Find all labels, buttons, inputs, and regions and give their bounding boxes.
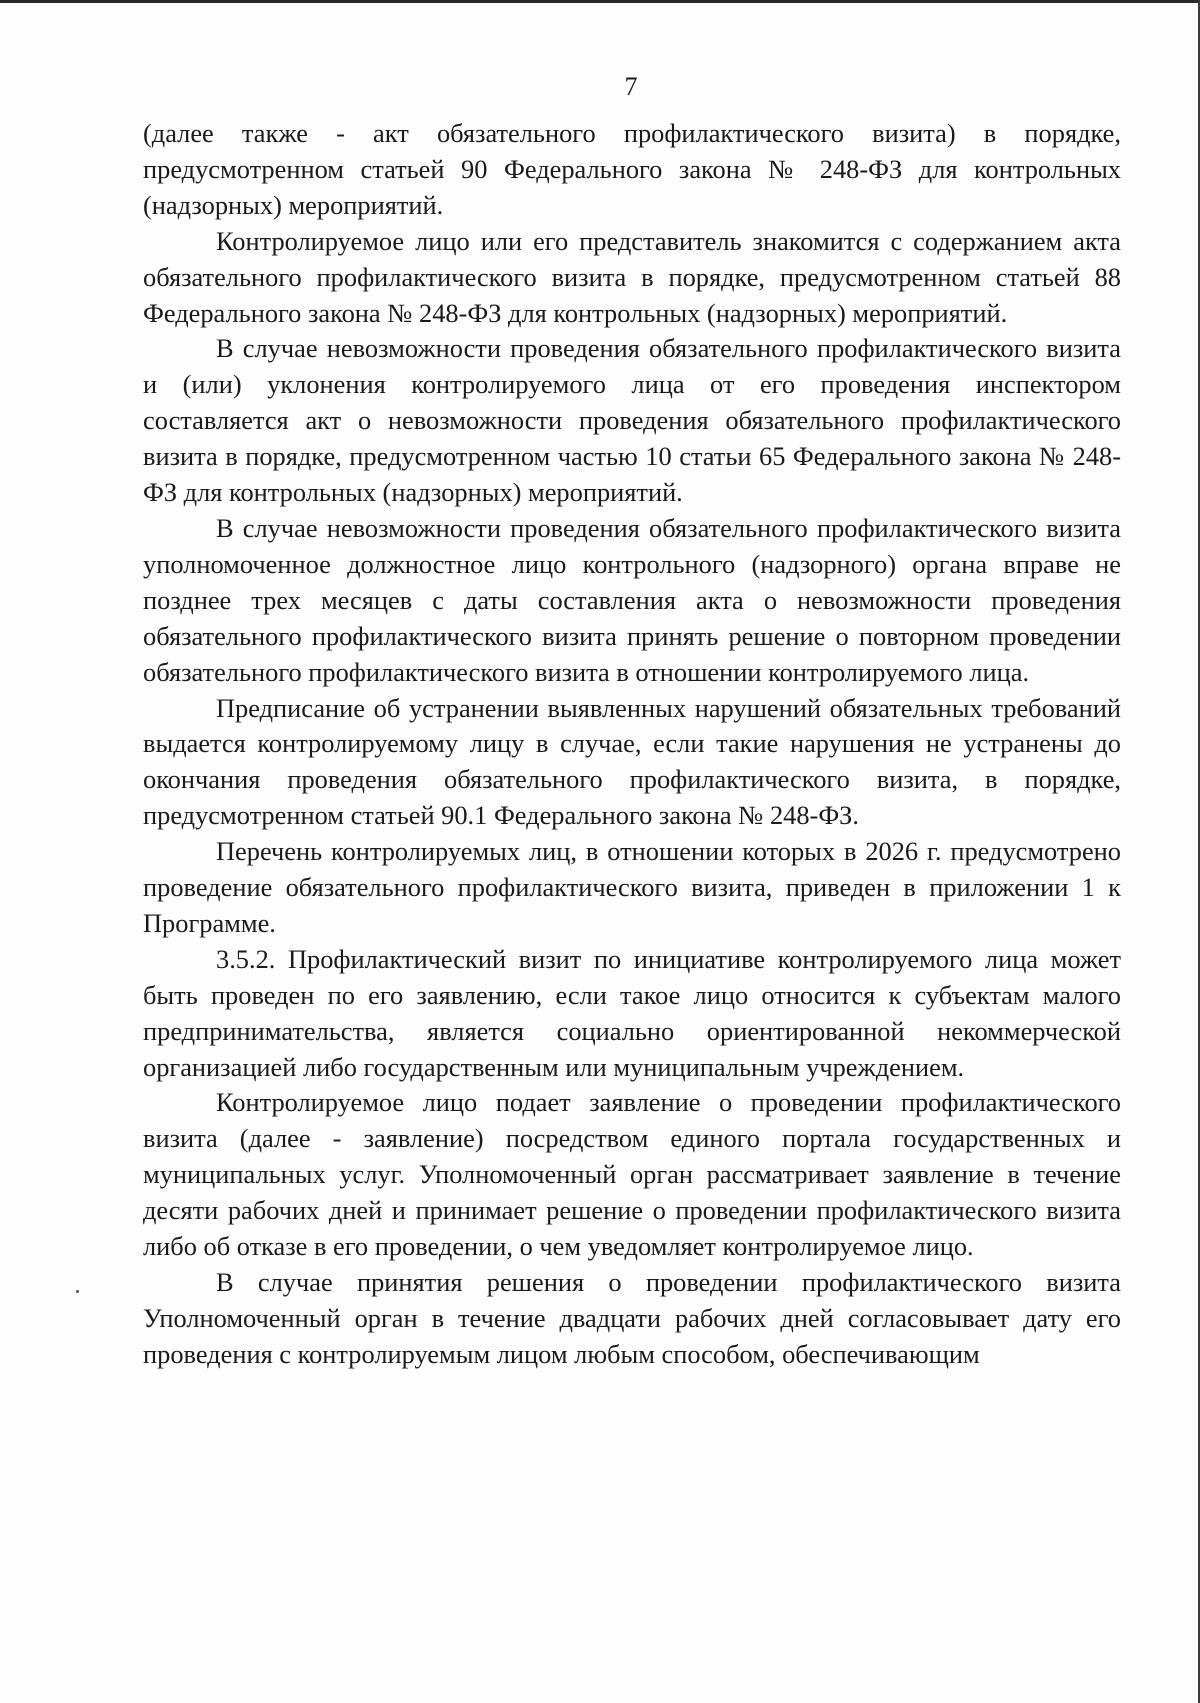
paragraph-3: В случае невозможности проведения обязательного профилактического визита и (или) уклонения контролируемого лица от его проведения инспектором составляется акт о невозможности проведения обязательного профилактического визита в порядке, предусмотренном частью 10 статьи 65 Федерального закона № 248-ФЗ для контрольных (надзорных) мероприятий. <box>143 333 1121 508</box>
document-body <box>143 116 1121 1373</box>
scan-speck <box>76 1290 79 1293</box>
paragraph-9: В случае принятия решения о проведении профилактического визита Уполномоченный орган в течение двадцати рабочих дней согласовывает дату его проведения с контролируемым лицом любым способом, обеспечивающим <box>143 1267 1121 1369</box>
paragraph-8: Контролируемое лицо подает заявление о проведении профилактического визита (далее - заявление) посредством единого портала государственных и муниципальных услуг. Уполномоченный орган рассматривает заявление в течение десяти рабочих дней и принимает решение о проведении профилактического визита либо об отказе в его проведении, о чем уведомляет контролируемое лицо. <box>143 1087 1121 1262</box>
paragraph-6: Перечень контролируемых лиц, в отношении которых в 2026 г. предусмотрено проведение обязательного профилактического визита, приведен в приложении 1 к Программе. <box>143 836 1121 938</box>
paragraph-7: 3.5.2. Профилактический визит по инициативе контролируемого лица может быть проведен по его заявлению, если такое лицо относится к субъектам малого предпринимательства, является социально ориентированной некоммерческой организацией либо государственным или муниципальным учреждением. <box>143 943 1121 1082</box>
scan-edge-top <box>0 0 1200 3</box>
paragraph-5: Предписание об устранении выявленных нарушений обязательных требований выдается контролируемому лицу в случае, если такие нарушения не устранены до окончания проведения обязательного профилактического визита, в порядке, предусмотренном статьей 90.1 Федерального закона № 248-ФЗ. <box>143 692 1121 831</box>
paragraph-4: В случае невозможности проведения обязательного профилактического визита уполномоченное должностное лицо контрольного (надзорного) органа вправе не позднее трех месяцев с даты составления акта о невозможности проведения обязательного профилактического визита принять решение о повторном проведении обязательного профилактического визита в отношении контролируемого лица. <box>143 512 1121 687</box>
paragraph-2: Контролируемое лицо или его представитель знакомится с содержанием акта обязательного профилактического визита в порядке, предусмотренном статьей 88 Федерального закона № 248-ФЗ для контрольных (надзорных) мероприятий. <box>143 225 1121 328</box>
paragraph-1: (далее также - акт обязательного профилактического визита) в порядке, предусмотренном статьей 90 Федерального закона № 248-ФЗ для контрольных (надзорных) мероприятий. <box>143 118 1121 220</box>
page-number: 7 <box>624 72 638 101</box>
